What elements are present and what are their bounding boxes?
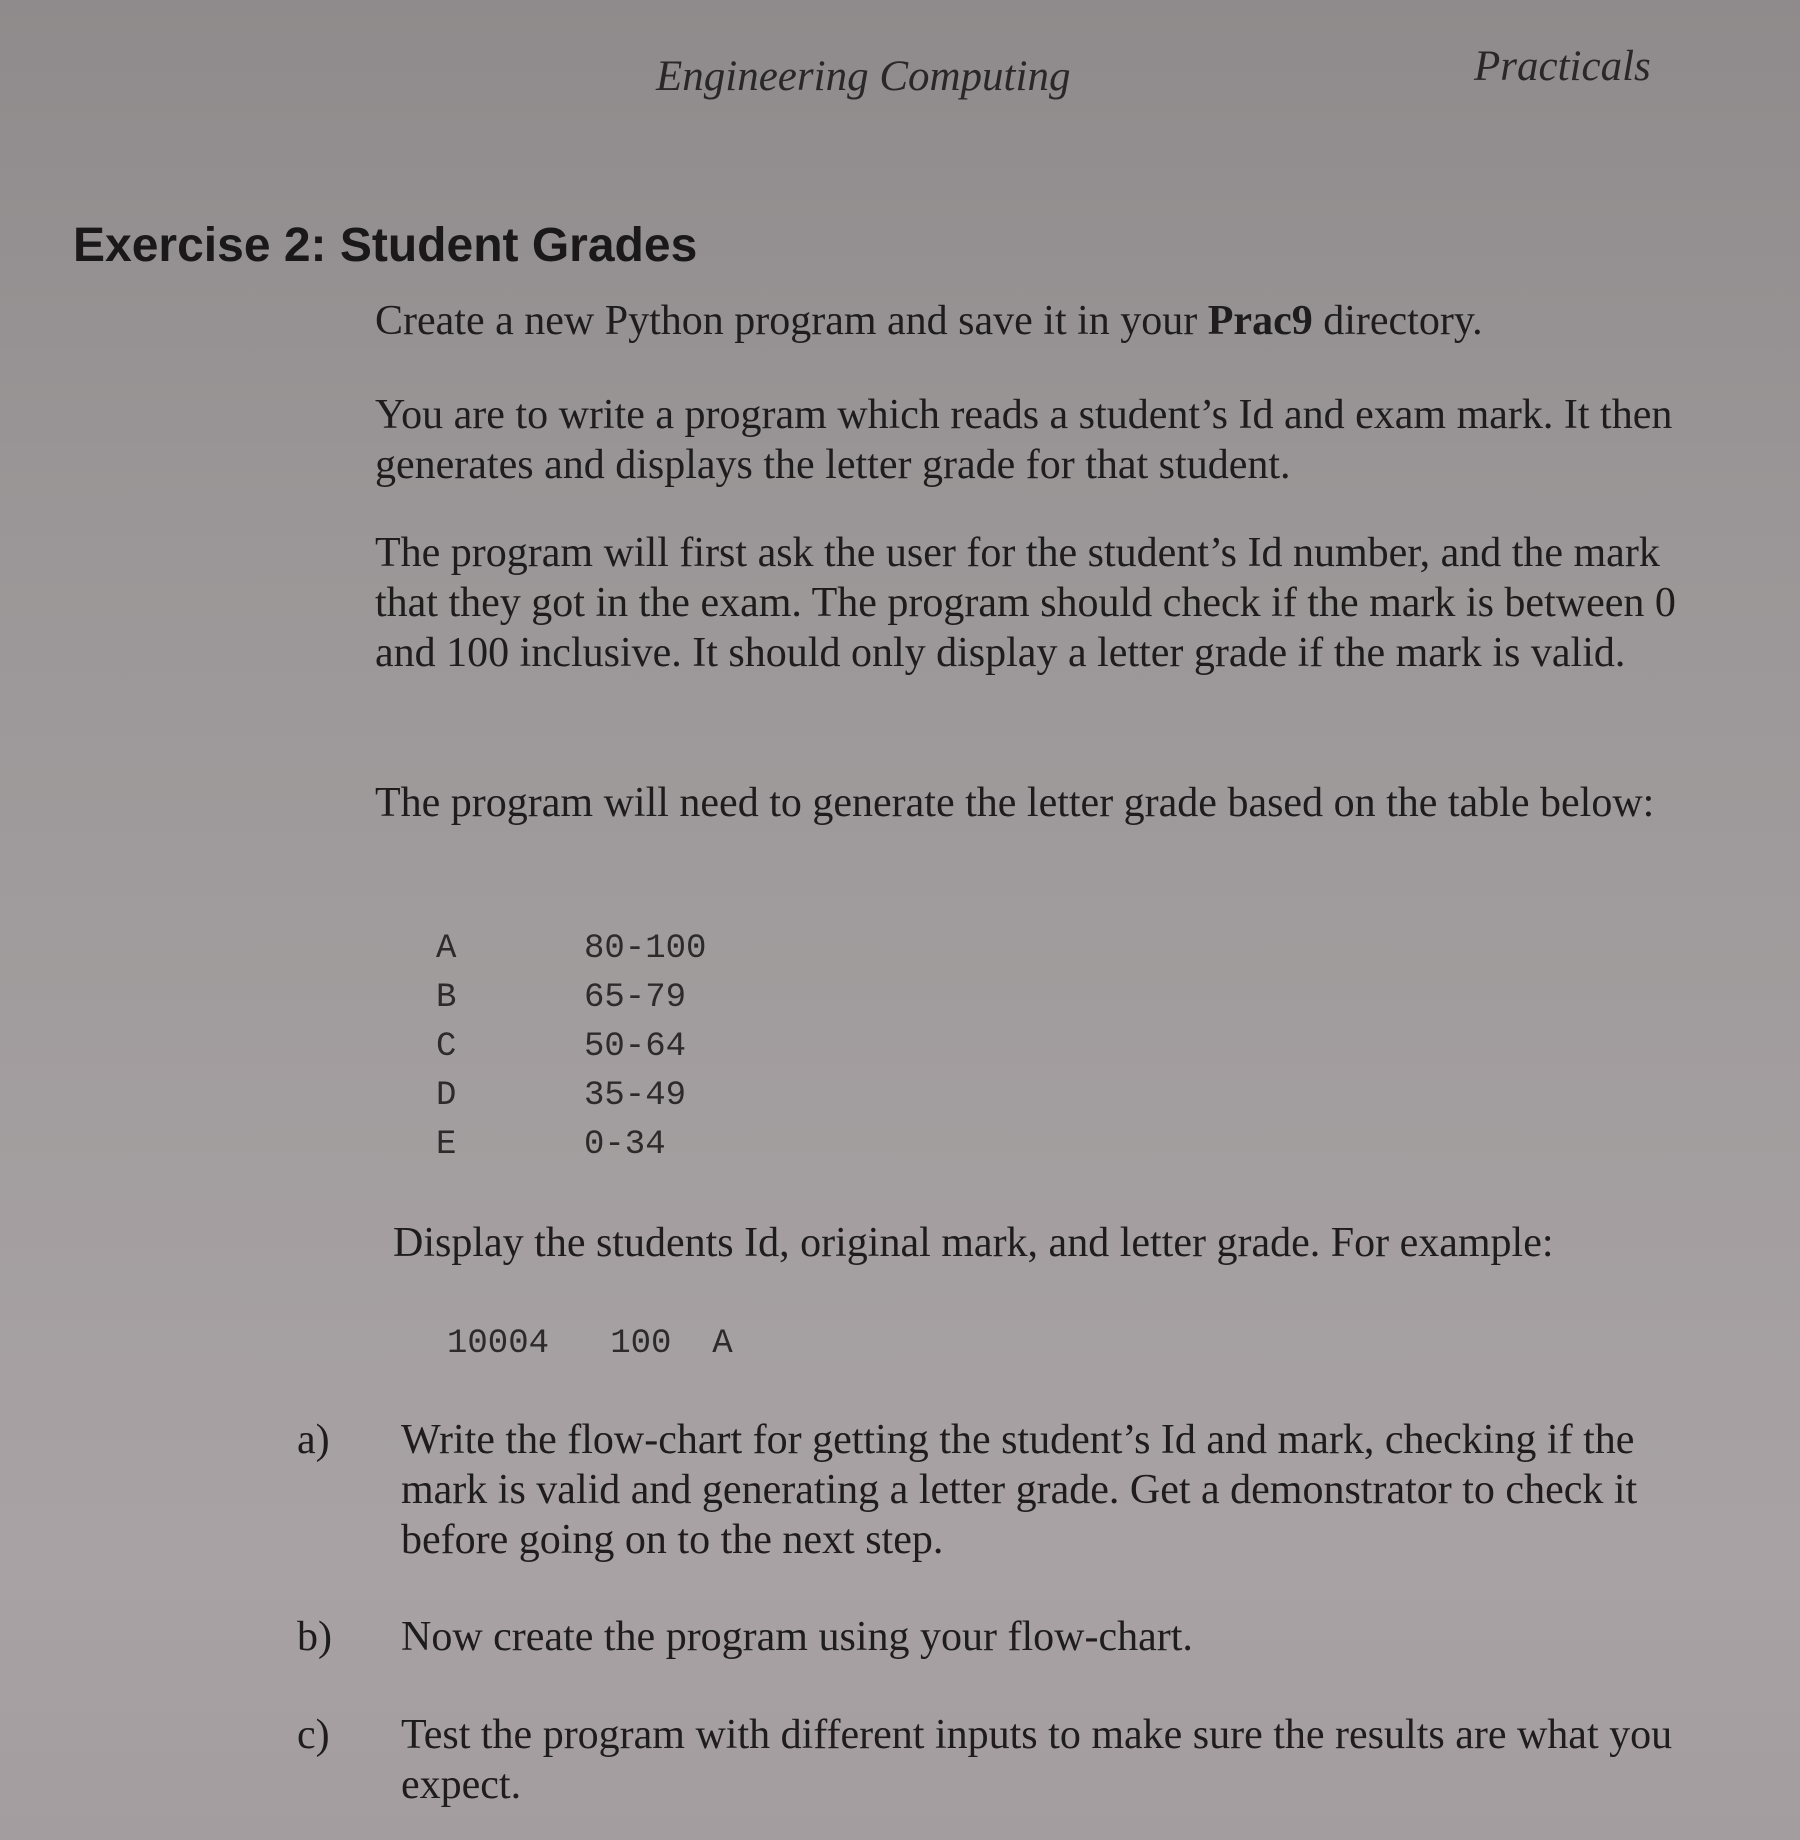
grade-letter: D	[436, 1077, 457, 1115]
grade-range: 35-49	[584, 1077, 687, 1115]
intro-text-start: Create a new Python program and save it in your	[375, 298, 1208, 344]
exercise-title: Exercise 2: Student Grades	[73, 219, 698, 272]
task-text: Test the program with different inputs to make sure the results are what you expect.	[401, 1712, 1673, 1808]
task-marker: a)	[297, 1417, 330, 1463]
input-validation-paragraph: The program will first ask the user for the student’s Id number, and the mark that they got in the exam. The program should check if the mark is between 0 and 100 inclusive. It should only display a letter grade if the mark is valid.	[375, 530, 1676, 676]
grade-range: 80-100	[584, 930, 707, 968]
grade-row	[436, 1126, 706, 1175]
grade-row	[436, 930, 706, 979]
grade-range: 0-34	[584, 1126, 666, 1164]
grade-range: 65-79	[584, 979, 687, 1017]
directory-name: Prac9	[1207, 298, 1313, 344]
grade-letter: C	[436, 1028, 457, 1066]
course-header: Engineering Computing	[656, 53, 1071, 100]
intro-paragraph	[375, 296, 1705, 346]
grade-letter: E	[436, 1126, 457, 1164]
grade-letter: B	[436, 979, 457, 1017]
grade-table-intro: The program will need to generate the letter grade based on the table below:	[375, 780, 1655, 826]
task-marker: c)	[297, 1712, 330, 1758]
task-item-c	[297, 1710, 1717, 1810]
task-marker: b)	[297, 1614, 332, 1660]
grade-row	[436, 1028, 706, 1077]
task-description-paragraph: You are to write a program which reads a student’s Id and exam mark. It then generates and displays the letter grade for that student.	[375, 392, 1673, 488]
task-item-b	[297, 1612, 1717, 1662]
intro-text-end: directory.	[1312, 298, 1483, 344]
task-item-a	[297, 1415, 1717, 1565]
grade-range: 50-64	[584, 1028, 687, 1066]
section-header: Practicals	[1474, 43, 1651, 90]
grade-table	[436, 930, 706, 1175]
task-text: Write the flow-chart for getting the student’s Id and mark, checking if the mark is valid and generating a letter grade. Get a demonstrator to check it before going on to the next step.	[401, 1417, 1638, 1563]
display-instruction-paragraph: Display the students Id, original mark, and letter grade. For example:	[393, 1220, 1554, 1266]
grade-row	[436, 979, 706, 1028]
grade-letter: A	[436, 930, 457, 968]
example-output: 10004 100 A	[447, 1325, 733, 1363]
task-text: Now create the program using your flow-chart.	[401, 1614, 1193, 1660]
grade-row	[436, 1077, 706, 1126]
